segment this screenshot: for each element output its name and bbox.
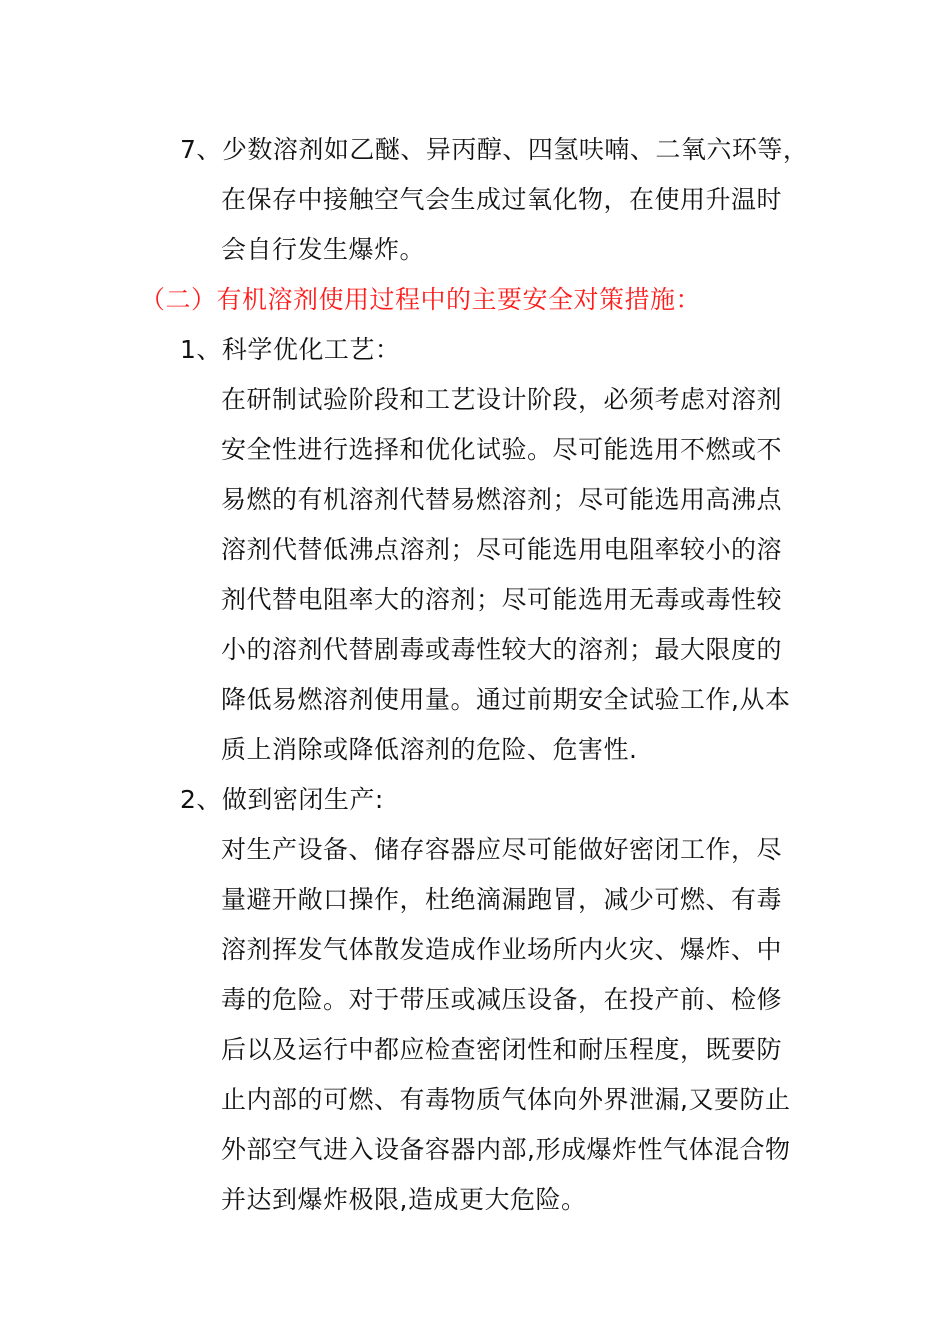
measure2-line-1: 对生产设备、储存容器应尽可能做好密闭工作，尽: [221, 835, 783, 864]
section-heading: （二）有机溶剂使用过程中的主要安全对策措施：: [140, 285, 702, 314]
measure2-line-7: 外部空气进入设备容器内部,形成爆炸性气体混合物: [221, 1135, 791, 1164]
measure1-line-8: 质上消除或降低溶剂的危险、危害性.: [221, 735, 638, 764]
measure2-line-5: 后以及运行中都应检查密闭性和耐压程度，既要防: [221, 1035, 783, 1064]
measure1-title: 1、科学优化工艺：: [180, 335, 401, 364]
measure2-line-8: 并达到爆炸极限,造成更大危险。: [221, 1185, 587, 1214]
measure1-line-1: 在研制试验阶段和工艺设计阶段，必须考虑对溶剂: [221, 385, 783, 414]
measure1-line-6: 小的溶剂代替剧毒或毒性较大的溶剂；最大限度的: [221, 635, 783, 664]
measure2-line-6: 止内部的可燃、有毒物质气体向外界泄漏,又要防止: [221, 1085, 791, 1114]
item7-line-2: 在保存中接触空气会生成过氧化物，在使用升温时: [221, 185, 783, 214]
measure1-line-3: 易燃的有机溶剂代替易燃溶剂；尽可能选用高沸点: [221, 485, 783, 514]
measure1-line-5: 剂代替电阻率大的溶剂；尽可能选用无毒或毒性较: [221, 585, 783, 614]
item7-line-3: 会自行发生爆炸。: [221, 235, 426, 264]
measure1-line-4: 溶剂代替低沸点溶剂；尽可能选用电阻率较小的溶: [221, 535, 783, 564]
item7-line-1: 7、少数溶剂如乙醚、异丙醇、四氢呋喃、二氧六环等，: [180, 135, 809, 164]
measure1-line-7: 降低易燃溶剂使用量。通过前期安全试验工作,从本: [221, 685, 791, 714]
measure2-line-2: 量避开敞口操作，杜绝滴漏跑冒，减少可燃、有毒: [221, 885, 783, 914]
measure2-title: 2、做到密闭生产:: [180, 785, 384, 814]
measure1-line-2: 安全性进行选择和优化试验。尽可能选用不燃或不: [221, 435, 783, 464]
measure2-line-4: 毒的危险。对于带压或减压设备，在投产前、检修: [221, 985, 783, 1014]
measure2-line-3: 溶剂挥发气体散发造成作业场所内火灾、爆炸、中: [221, 935, 783, 964]
